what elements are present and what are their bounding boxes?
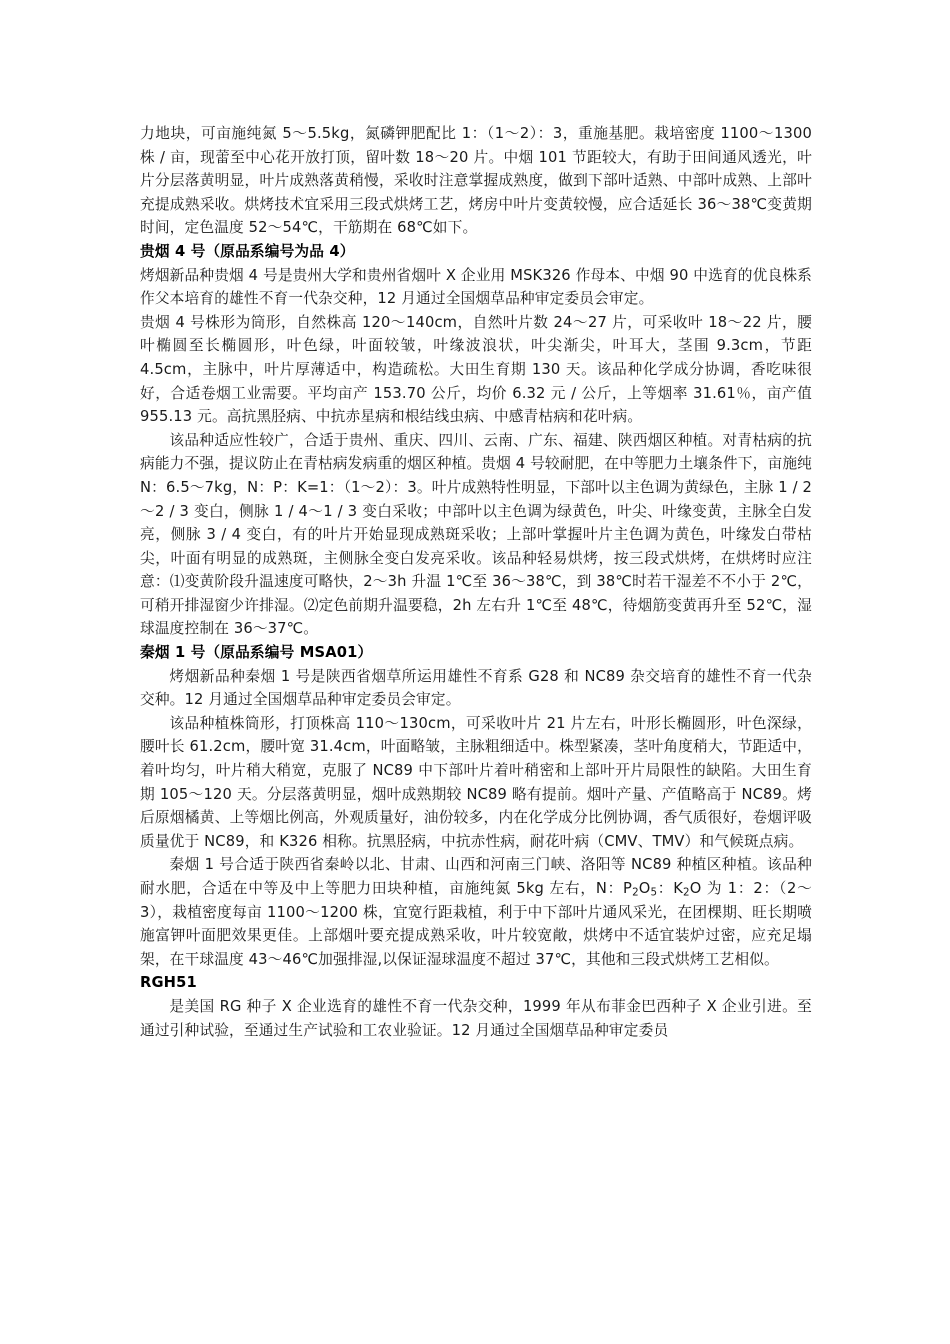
subscript: 2 [683,886,690,899]
subscript: 5 [650,886,658,899]
text-run: O [638,880,651,897]
paragraph-qinyan-1-origin: 烤烟新品种秦烟 1 号是陕西省烟草所运用雄性不育系 G28 和 NC89 杂交培育的雄性不育一代杂交种。12 月通过全国烟草品种审定委员会审定。 [140,667,812,709]
paragraph-guiyan-4-cultivation: 该品种适应性较广，合适于贵州、重庆、四川、云南、广东、福建、陕西烟区种植。对青枯病的抗病能力不强，提议防止在青枯病发病重的烟区种植。贵烟 4 号较耐肥，在中等肥力土壤条件下，亩施纯 N：6.5～7kg，N：P：K=1：（1～2）：3。叶片成熟特性明显，下部叶以主色调为黄绿色，主脉 1 / 2～2 / 3 变白，侧脉 1 / 4～1 / 3 变白采收；中部叶以主色调为绿黄色，叶尖、叶缘变黄，主脉全白发亮，侧脉 3 / 4 变白，有的叶片开始显现成熟斑采收；上部叶掌握叶片主色调为黄色，叶缘发白带枯尖，叶面有明显的成熟斑，主侧脉全变白发亮采收。该品种轻易烘烤，按三段式烘烤，在烘烤时应注意：⑴变黄阶段升温速度可略快，2～3h 升温 1℃至 36～38℃，到 38℃时若干湿差不不小于 2℃，可稍开排湿窗少许排湿。⑵定色前期升温要稳，2h 左右升 1℃至 48℃，待烟筋变黄再升至 52℃，湿球温度控制在 36～37℃。 [140,431,812,638]
heading-rgh51: RGH51 [140,974,197,992]
subscript: 2 [632,886,639,899]
paragraph-guiyan-4-origin: 烤烟新品种贵烟 4 号是贵州大学和贵州省烟叶 X 企业用 MSK326 作母本、中烟 90 中选育的优良株系作父本培育的雄性不育一代杂交种，12 月通过全国烟草品种审定委员会审定。 [140,266,812,308]
paragraph-intro: 力地块，可亩施纯氮 5～5.5kg，氮磷钾肥配比 1：（1～2）：3，重施基肥。栽培密度 1100～1300 株 / 亩，现蕾至中心花开放打顶，留叶数 18～20 片。中烟 101 节距较大，有助于田间通风透光，叶片分层落黄明显，叶片成熟落黄稍慢，采收时注意掌握成熟度，做到下部叶适熟、中部叶成熟、上部叶充提成熟采收。烘烤技术宜采用三段式烘烤工艺，烤房中叶片变黄较慢，应合适延长 36～38℃变黄期时间，定色温度 52～54℃，干筋期在 68℃如下。 [140,125,812,237]
text-run: O 为 1：2：（2～3），栽植密度每亩 1100～1200 株，宜宽行距栽植，利于中下部叶片通风采光，在团棵期、旺长期喷施富钾叶面肥效果更佳。上部烟叶要充提成熟采收，叶片较宽敞，烘烤中不适宜装炉过密，应充足塌架，在干球温度 43～46℃加强排湿,以保证湿球温度不超过 37℃，其他和三段式烘烤工艺相似。 [140,880,812,968]
paragraph-qinyan-1-traits: 该品种植株筒形，打顶株高 110～130cm，可采收叶片 21 片左右，叶形长椭圆形，叶色深绿，腰叶长 61.2cm，腰叶宽 31.4cm，叶面略皱，主脉粗细适中。株型紧凑，茎叶角度稍大，节距适中，着叶均匀，叶片稍大稍宽，克服了 NC89 中下部叶片着叶稍密和上部叶开片局限性的缺陷。大田生育期 105～120 天。分层落黄明显，烟叶成熟期较 NC89 略有提前。烟叶产量、产值略高于 NC89。烤后原烟橘黄、上等烟比例高，外观质量好，油份较多，内在化学成分比例协调，香气质很好，卷烟评吸质量优于 NC89，和 K326 相称。抗黑胫病，中抗赤性病，耐花叶病（CMV、TMV）和气候斑点病。 [140,714,812,850]
paragraph-qinyan-1-cultivation [140,853,812,971]
heading-qinyan-1: 秦烟 1 号（原品系编号 MSA01） [140,644,373,662]
text-run: ：K [657,880,684,897]
paragraph-rgh51-origin: 是美国 RG 种子 X 企业选育的雄性不育一代杂交种，1999 年从布菲金巴西种子 X 企业引进。至通过引种试验，至通过生产试验和工农业验证。12 月通过全国烟草品种审定委员 [140,997,812,1039]
document-page [140,122,812,1042]
text-run: 秦烟 1 号合适于陕西省秦岭以北、甘肃、山西和河南三门峡、洛阳等 NC89 种植区种植。该品种耐水肥，合适在中等及中上等肥力田块种植，亩施纯氮 5kg 左右，N：P [140,856,812,897]
heading-guiyan-4: 贵烟 4 号（原品系编号为品 4） [140,242,355,260]
paragraph-guiyan-4-traits: 贵烟 4 号株形为筒形，自然株高 120～140cm，自然叶片数 24～27 片，可采收叶 18～22 片，腰叶椭圆至长椭圆形，叶色绿，叶面较皱，叶缘波浪状，叶尖渐尖，叶耳大，茎围 9.3cm，节距 4.5cm，主脉中，叶片厚薄适中，构造疏松。大田生育期 130 天。该品种化学成分协调，香吃味很好，合适卷烟工业需要。平均亩产 153.70 公斤，均价 6.32 元 / 公斤，上等烟率 31.61％，亩产值 955.13 元。高抗黑胫病、中抗赤星病和根结线虫病、中感青枯病和花叶病。 [140,313,812,426]
